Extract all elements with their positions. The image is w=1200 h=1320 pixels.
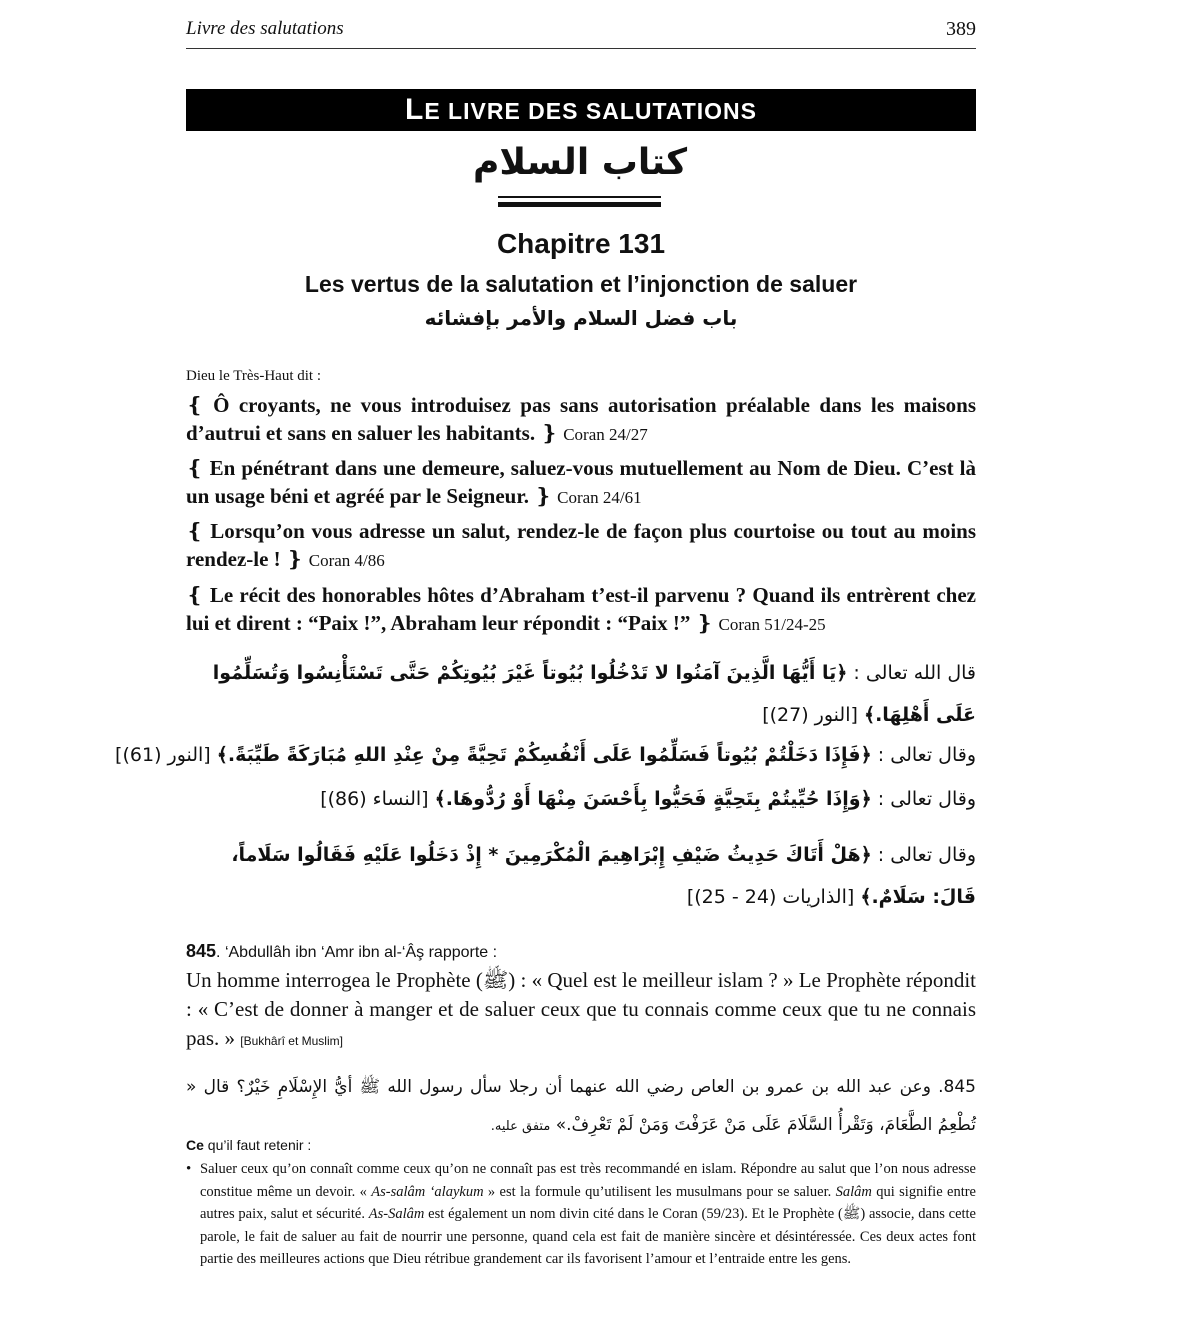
hadith-arabic <box>186 1068 976 1146</box>
book-title-banner <box>186 89 976 131</box>
hadith-arabic-text: 845. وعن عبد الله بن عمرو بن العاص رضي الله عنهما أن رجلا سأل رسول الله ﷺ أيُّ الإِسْلَامِ خَيْرٌ؟ قال « تُطْعِمُ الطَّعَامَ، وَتَقْرأُ السَّلَامَ عَلَى مَنْ عَرَفْتَ وَمَنْ لَمْ تَعْرِفْ.» <box>186 1077 976 1135</box>
arabic-verse-ref: [الذاريات (24 - 25)] <box>686 886 855 908</box>
arabic-verse-text: ﴿فَإِذَا دَخَلْتُمْ بُيُوتاً فَسَلِّمُوا عَلَى أَنْفُسِكُمْ تَحِيَّةً مِنْ عِنْدِ اللهِ مُبَارَكَةً طَيِّبَةً.﴾ <box>216 744 872 766</box>
verse-text: Le récit des honorables hôtes d’Abraham t’est-il parvenu ? Quand ils entrèrent chez lui et dirent : “Paix !”, Abraham leur répondit : “Paix !” <box>186 583 977 635</box>
verse-ref: Coran 24/61 <box>557 488 642 507</box>
arabic-book-title: كتاب السلام <box>472 142 688 183</box>
ornament-close-icon: ❵ <box>695 611 714 635</box>
hadith-text: Un homme interrogea le Prophète (ﷺ) : « Quel est le meilleur islam ? » Le Prophète répondit : « C’est de donner à manger et de saluer ceux que tu connais comme ceux que tu ne connais pas. » <box>186 968 977 1050</box>
retain-heading-bold: Ce <box>186 1137 204 1153</box>
verse-text: En pénétrant dans une demeure, saluez-vous mutuellement au Nom de Dieu. C’est là un usage béni et agréé par le Seigneur. <box>186 456 976 508</box>
arabic-verse <box>186 652 976 736</box>
retain-text: Saluer ceux qu’on connaît comme ceux qu’on ne connaît pas est très recommandé en islam. Répondre au salut que l’on nous adresse constitue même un devoir. « <box>200 1161 976 1200</box>
running-head <box>186 16 976 49</box>
chapter-title: Chapitre 131 <box>496 228 666 259</box>
verse <box>186 517 976 575</box>
arabic-verse <box>115 744 976 766</box>
retain-heading <box>186 1137 311 1153</box>
hadith-narrator: . ‘Abdullâh ibn ‘Amr ibn al-‘Âş rapporte : <box>216 944 498 961</box>
chapter-subtitle: Les vertus de la salutation et l’injonction de saluer <box>304 271 858 297</box>
arabic-verse-ref: [النور (61)] <box>115 744 211 766</box>
arabic-verse-intro: وقال تعالى : <box>877 844 976 866</box>
verse-text: Lorsqu’on vous adresse un salut, rendez-le de façon plus courtoise ou tout au moins rendez-le ! <box>186 519 977 571</box>
running-head-title: Livre des salutations <box>186 18 344 39</box>
retain-italic: As-Salâm <box>368 1206 425 1222</box>
verse-ref: Coran 51/24-25 <box>718 615 826 634</box>
retain-text: qui signifie entre autres paix, salut et sécurité. <box>200 1183 976 1222</box>
ornament-open-icon: ❴ <box>186 456 204 480</box>
arabic-verse <box>320 788 976 810</box>
ornament-open-icon: ❴ <box>186 393 204 417</box>
ornament-open-icon: ❴ <box>186 583 204 607</box>
banner-text: E LIVRE DES SALUTATIONS <box>424 98 757 124</box>
arabic-verse-intro: قال الله تعالى : <box>853 662 976 684</box>
ornament-close-icon: ❵ <box>285 547 304 571</box>
verse <box>186 581 976 639</box>
hadith-body <box>186 966 976 1056</box>
title-rule-thick <box>498 202 661 207</box>
verse-ref: Coran 24/27 <box>563 425 648 444</box>
ornament-close-icon: ❵ <box>534 484 552 508</box>
arabic-verse-intro: وقال تعالى : <box>877 744 976 766</box>
arabic-verse-text: ﴿هَلْ أَتَاكَ حَدِيثُ ضَيْفِ إِبْرَاهِيمَ الْمُكْرَمِينَ * إِذْ دَخَلُوا عَلَيْهِ فَقَالُوا سَلَاماً، قَالَ: سَلَامٌ.﴾ <box>231 844 976 908</box>
arabic-verse-intro: وقال تعالى : <box>877 788 976 810</box>
hadith-arabic-source: متفق عليه. <box>490 1119 551 1134</box>
title-rule-thin <box>498 196 661 198</box>
hadith-number: 845 <box>186 941 217 961</box>
retain-italic: Salâm <box>835 1183 872 1200</box>
verse-ref: Coran 4/86 <box>308 551 385 570</box>
hadith-header <box>186 941 497 962</box>
retain-list <box>186 1158 976 1271</box>
retain-italic: As-salâm ‘alaykum <box>371 1183 484 1200</box>
hadith-source: [Bukhârî et Muslim] <box>240 1034 343 1048</box>
chapter-subtitle-arabic: باب فضل السلام والأمر بإفشائه <box>424 306 738 330</box>
verse-text: Ô croyants, ne vous introduisez pas sans autorisation préalable dans les maisons d’autrui et sans en saluer les habitants. <box>186 393 976 445</box>
ornament-close-icon: ❵ <box>540 421 558 445</box>
ornament-open-icon: ❴ <box>186 519 204 543</box>
arabic-verse-ref: [النساء (86)] <box>320 788 429 810</box>
verse <box>186 454 976 512</box>
arabic-verse-text: ﴿وَإِذَا حُيِّيتُمْ بِتَحِيَّةٍ فَحَيُّوا بِأَحْسَنَ مِنْهَا أَوْ رُدُّوهَا.﴾ <box>434 788 872 810</box>
intro-line: Dieu le Très-Haut dit : <box>186 368 321 384</box>
arabic-verse-text: ﴿يَا أَيُّهَا الَّذِينَ آمَنُوا لا تَدْخُلُوا بُيُوتاً غَيْرَ بُيُوتِكُمْ حَتَّى تَسْتَأْنِسُوا وَتُسَلِّمُوا عَلَى أَهْلِهَا.﴾ <box>212 662 976 726</box>
arabic-verse <box>186 834 976 918</box>
banner-first-letter: L <box>405 93 425 126</box>
retain-text: est également un nom divin cité dans le Coran (59/23). Et le Prophète (ﷺ) associe, dans cette parole, le fait de saluer au fait de nourrir une personne, quand cela est fait de manière sincère et désintéressée. Ces deux actes font partie des meilleures actions que Dieu rétribue grandement car ils favorisent l’amour et l’entraide entre les gens. <box>200 1206 976 1267</box>
retain-point <box>186 1158 976 1271</box>
retain-text: » est la formule qu’utilisent les musulmans pour se saluer. <box>483 1183 836 1200</box>
page-number: 389 <box>946 18 976 40</box>
retain-heading-rest: qu’il faut retenir : <box>203 1137 312 1153</box>
verse <box>186 391 976 449</box>
arabic-verse-ref: [النور (27)] <box>762 704 858 726</box>
